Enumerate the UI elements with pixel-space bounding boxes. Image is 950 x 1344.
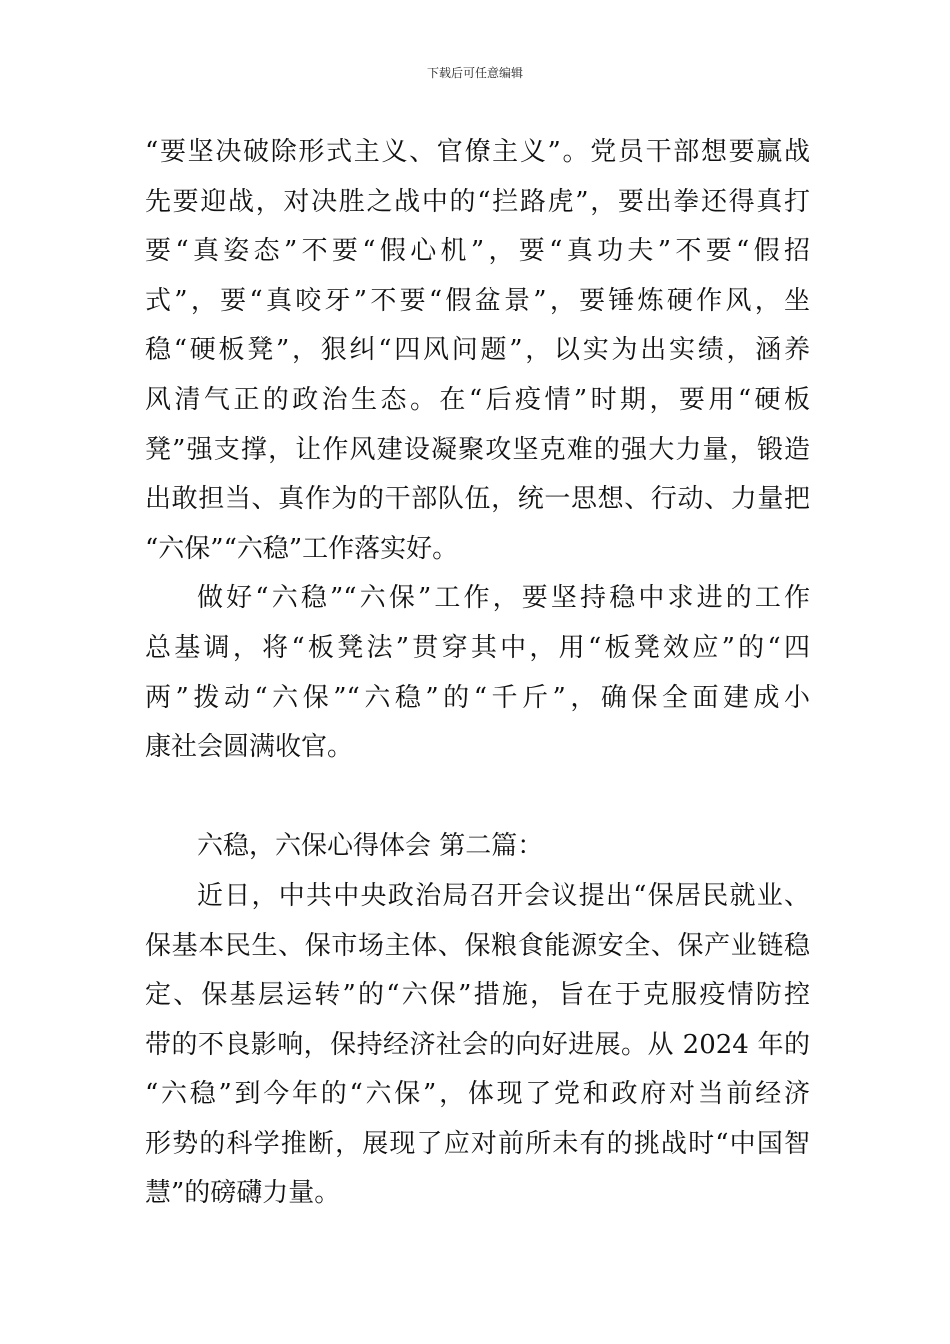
text-line: “六稳”到今年的“六保”，体现了党和政府对当前经济 (145, 1079, 810, 1110)
paragraph-1 (145, 128, 810, 574)
paragraph-3 (145, 872, 810, 1219)
text-line: 康社会圆满收官。 (145, 732, 354, 763)
page-header: 下载后可任意编辑 (426, 66, 523, 80)
paragraph-2 (145, 574, 810, 772)
text-line: 风清气正的政治生态。在“后疫情”时期，要用“硬板 (145, 384, 810, 415)
text-line: 凳”强支撑，让作风建设凝聚攻坚克难的强大力量，锻造 (145, 434, 810, 465)
text-line: 带的不良影响，保持经济社会的向好进展。从 2024 年的 (145, 1029, 810, 1060)
text-line: “六保”“六稳”工作落实好。 (145, 533, 459, 564)
paragraph-gap (145, 773, 810, 823)
text-line: 稳“硬板凳”，狠纠“四风问题”，以实为出实绩，涵养 (145, 335, 810, 366)
text-line: 总基调，将“板凳法”贯穿其中，用“板凳效应”的“四 (145, 632, 810, 663)
text-line: 做好“六稳”“六保”工作，要坚持稳中求进的工作 (197, 583, 810, 614)
text-line: 形势的科学推断，展现了应对前所未有的挑战时“中国智 (145, 1128, 810, 1159)
text-line: 慧”的磅礴力量。 (145, 1178, 341, 1209)
text-line: 要“真姿态”不要“假心机”，要“真功夫”不要“假招 (145, 236, 810, 267)
document-body (145, 128, 810, 1219)
text-line: 近日，中共中央政治局召开会议提出“保居民就业、 (197, 880, 810, 911)
text-line: 先要迎战，对决胜之战中的“拦路虎”，要出拳还得真打 (145, 186, 810, 217)
text-line: 定、保基层运转”的“六保”措施，旨在于克服疫情防控 (145, 980, 810, 1011)
text-line: 式”，要“真咬牙”不要“假盆景”，要锤炼硬作风，坐 (145, 285, 810, 316)
text-line: 出敢担当、真作为的干部队伍，统一思想、行动、力量把 (145, 484, 810, 515)
text-line: “要坚决破除形式主义、官僚主义”。党员干部想要赢战 (145, 137, 810, 167)
section-title: 六稳，六保心得体会 第二篇： (197, 831, 544, 862)
text-line: 两”拨动“六保”“六稳”的“千斤”，确保全面建成小 (145, 682, 810, 713)
text-line: 保基本民生、保市场主体、保粮食能源安全、保产业链稳 (145, 930, 810, 961)
